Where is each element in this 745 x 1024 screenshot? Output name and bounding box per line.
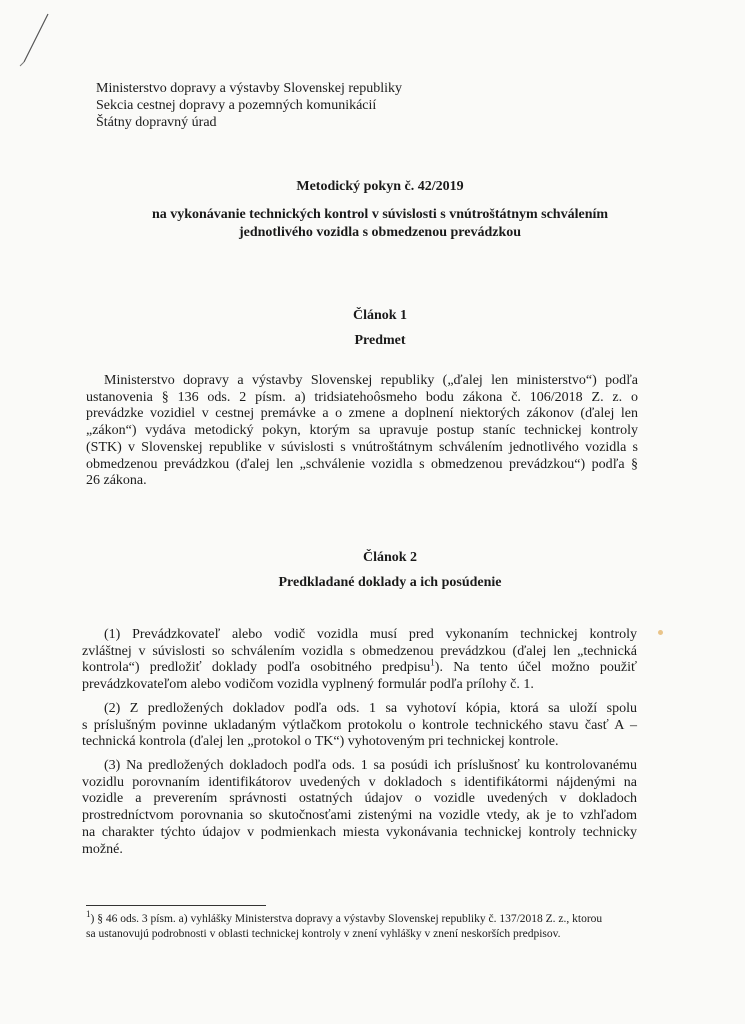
issuer-line-2: Sekcia cestnej dopravy a pozemných komunikácií xyxy=(96,98,377,113)
footnote-text: ) § 46 ods. 3 písm. a) vyhlášky Ministerstva dopravy a výstavby Slovenskej republiky č. 137/2018 Z. z., ktorou xyxy=(90,913,603,925)
article-2-paragraph-3 xyxy=(82,758,637,858)
issuer-header xyxy=(96,80,402,131)
pen-stroke-mark xyxy=(14,10,54,70)
paragraph-line: (1) Prevádzkovateľ alebo vodič vozidla musí pred vykonaním technickej kontroly xyxy=(104,627,637,642)
article-2-paragraph-2 xyxy=(82,701,637,751)
paragraph-line: 26 zákona. xyxy=(86,473,147,489)
paragraph-line: (2) Z predložených dokladov podľa ods. 1 sa vyhotoví kópia, ktorá sa uloží spolu xyxy=(104,701,637,716)
paragraph-line: možné. xyxy=(82,841,123,857)
footnote-divider xyxy=(86,905,266,906)
paragraph-line: prevádzkovateľom alebo vodičom vozidla vyplnený formulár podľa prílohy č. 1. xyxy=(82,677,534,693)
paragraph-line: na charakter týchto údajov v podmienkach miesta vykonávania technickej kontroly technicky xyxy=(82,824,637,840)
paragraph-line: s príslušným povinne ukladaným výtlačkom protokolu o kontrole technického stavu časť A – xyxy=(82,717,637,733)
paragraph-line: vozidlu porovnaním identifikátorov uvedených v dokladoch s identifikátormi nájdenými na xyxy=(82,774,637,790)
article-2-number: Článok 2 xyxy=(362,550,418,565)
footnote-reference: 1 xyxy=(430,657,435,668)
paragraph-line: „zákon“) vydáva metodický pokyn, ktorým sa upravuje postup staníc technickej kontroly xyxy=(86,423,638,439)
paragraph-line: obmedzenou prevádzkou (ďalej len „schválenie vozidla s obmedzenou prevádzkou“) podľa § xyxy=(86,456,638,472)
paragraph-line: (STK) v Slovenskej republike v súvislosti s vnútroštátnym schválením jednotlivého vozidla s xyxy=(86,439,638,455)
paragraph-line: zvláštnej v súvislosti so schválením vozidla s obmedzenou prevádzkou (ďalej len „technická xyxy=(82,643,637,659)
paragraph-text: kontrola“) predložiť doklady podľa osobitného predpisu xyxy=(82,660,431,676)
document-title: Metodický pokyn č. 42/2019 xyxy=(296,179,464,194)
article-1-heading: Predmet xyxy=(354,333,406,348)
footnote-mark: 1 xyxy=(86,909,91,920)
paragraph-line: vozidle a preverením správnosti ostatných údajov o vozidle uvedených v dokladoch xyxy=(82,791,637,807)
footnote xyxy=(86,909,626,942)
article-1-paragraph xyxy=(86,373,638,490)
document-subtitle-line-1: na vykonávanie technických kontrol v súvislosti s vnútroštátnym schválením xyxy=(151,207,609,222)
issuer-line-1: Ministerstvo dopravy a výstavby Slovenskej republiky xyxy=(96,81,403,96)
footnote-line xyxy=(86,909,626,927)
article-2-heading: Predkladané doklady a ich posúdenie xyxy=(278,575,502,590)
stain-mark xyxy=(658,630,663,635)
paragraph-line: ustanovenia § 136 ods. 2 písm. a) tridsiatehoôsmeho bodu zákona č. 106/2018 Z. z. o xyxy=(86,389,638,405)
paragraph-line: prevádzke vozidiel v cestnej premávke a o zmene a doplnení niektorých zákonov (ďalej len xyxy=(86,406,638,422)
article-2-paragraph-1 xyxy=(82,627,637,694)
paragraph-line xyxy=(82,657,637,677)
article-1-number: Článok 1 xyxy=(352,308,408,323)
paragraph-text: ). Na tento účel možno použiť xyxy=(434,660,637,676)
paragraph-line: prostredníctvom porovnania so skutočnosťami zistenými na vozidle vtedy, ak je to vzhľadom xyxy=(82,808,637,824)
issuer-line-3: Štátny dopravný úrad xyxy=(96,115,217,130)
paragraph-line: (3) Na predložených dokladoch podľa ods. 1 sa posúdi ich príslušnosť ku kontrolovanému xyxy=(104,758,637,773)
paragraph-line: technická kontrola (ďalej len „protokol o TK“) vyhotoveným pri technickej kontrole. xyxy=(82,734,559,750)
document-subtitle-line-2: jednotlivého vozidla s obmedzenou prevádzkou xyxy=(238,225,522,240)
footnote-line: sa ustanovujú podrobnosti v oblasti technickej kontroly v znení vyhlášky v znení neskorších predpisov. xyxy=(86,928,561,940)
paragraph-line: Ministerstvo dopravy a výstavby Slovenskej republiky („ďalej len ministerstvo“) podľa xyxy=(104,373,638,388)
